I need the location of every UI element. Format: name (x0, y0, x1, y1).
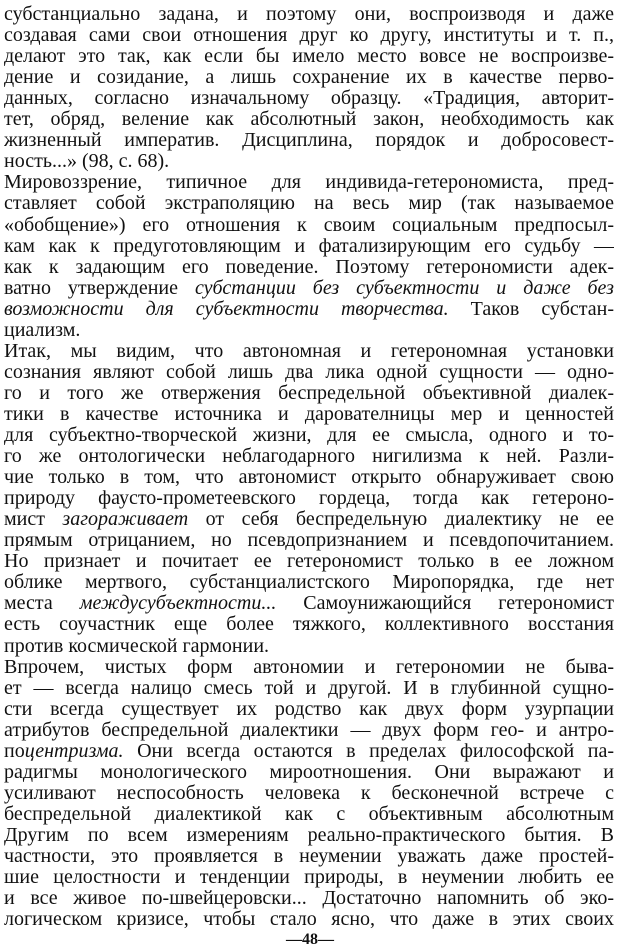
text-segment: прямым отрицанием, но псевдопризнанием и псевдопочитанием. (4, 529, 614, 552)
text-segment: Таков субстан- (448, 297, 614, 320)
text-segment: природу фаусто-прометеевского гордеца, тогда как гетероно- (4, 487, 614, 510)
text-segment: Впрочем, чистых форм автономии и гетерономии не быва- (4, 655, 614, 678)
text-segment: и все живое по-швейцеровски... Достаточно напомнить об эко- (4, 887, 614, 910)
text-segment: ставляет собой экстраполяцию на весь мир (так называемое (4, 192, 614, 215)
text-segment: Они всегда остаются в пределах философской па- (123, 739, 614, 762)
page-number: —48— (286, 931, 334, 948)
text-segment: радигмы монологического мироотношения. Они выражают и (4, 760, 614, 783)
text-segment: места (4, 592, 80, 615)
text-segment: Но признает и почитает ее гетерономист только в ее ложном (4, 550, 614, 573)
text-segment: Итак, мы видим, что автономная и гетерономная установки (4, 339, 614, 362)
text-segment: ность...» (98, с. 68). (4, 150, 170, 173)
text-segment: против космической гармонии. (4, 634, 270, 657)
text-segment: по (4, 739, 25, 762)
italic-text: субстанции без субъектности и даже без (194, 276, 614, 299)
italic-text: междусубъектности... (79, 592, 277, 615)
text-line (4, 907, 614, 932)
text-segment: как к задающим его поведение. Поэтому гетерономисти адек- (4, 255, 614, 278)
text-segment: мист (4, 508, 63, 531)
text-segment: тет, обряд, веление как абсолютный закон, необходимость как (4, 108, 614, 131)
text-segment: данных, согласно изначальному образцу. «Традиция, авторит- (4, 87, 614, 110)
text-segment: от себя беспредельную диалектику не ее (188, 508, 614, 531)
text-segment: беспредельной диалектикой как с объективным абсолютным (4, 802, 614, 825)
text-segment: сти всегда существует их родство как двух форм узурпации (4, 697, 614, 720)
text-segment: «обобщение») его отношения к своим социальным предпосыл- (4, 213, 614, 236)
text-segment: жизненный императив. Дисциплина, порядок и добросовест- (4, 129, 614, 152)
text-segment: частности, это проявляется в неумении уважать даже простей- (4, 845, 614, 867)
italic-text: возможности для субъектности творчества. (4, 297, 449, 320)
text-segment: для субъектно-творческой жизни, для ее смысла, одного и то- (4, 424, 614, 446)
text-segment: логическом кризисе, чтобы стало ясно, что даже в этих своих (4, 908, 614, 931)
text-segment: циализм. (4, 318, 81, 341)
text-segment: создавая сами свои отношения друг ко другу, институты и т. п., (4, 24, 614, 47)
text-segment: атрибутов беспредельной диалектики — двух форм гео- и антро- (4, 718, 614, 741)
text-segment: Другим по всем измерениям реально-практического бытия. В (4, 823, 614, 846)
text-segment: кам как к предуготовляющим и фатализирующим его судьбу — (4, 234, 614, 257)
text-segment: делают это так, как если бы имело место вовсе не воспроизве- (4, 45, 614, 68)
italic-text: загораживает (62, 508, 189, 531)
text-segment: усиливают неспособность человека к бесконечной встрече с (4, 781, 614, 804)
text-segment: шие целостности и тенденции природы, в неумении любить ее (4, 866, 614, 889)
text-segment: тики в качестве источника и дарователницы мер и ценностей (4, 402, 614, 425)
text-segment: дение и созидание, а лишь сохранение их в качестве перво- (4, 66, 614, 89)
text-segment: го же онтологически неблагодарного нигилизма к ней. Разли- (4, 445, 614, 468)
text-segment: Самоунижающийся гетерономист (276, 592, 614, 615)
text-segment: Мировоззрение, типичное для индивида-гетерономиста, пред- (4, 171, 614, 194)
text-segment: ет — всегда налицо смесь той и другой. И в глубинной сущно- (4, 676, 614, 699)
text-segment: го и того же отвержения беспредельной объективной диалек- (4, 381, 614, 404)
text-segment: чие только в том, что автономист открыто обнаруживает свою (4, 466, 614, 489)
text-segment: есть соучастник еще более тяжкого, коллективного восстания (4, 613, 614, 636)
text-segment: облике мертвого, субстанциалистского Миропорядка, где нет (4, 571, 614, 594)
italic-text: центризма. (24, 739, 124, 762)
text-segment: ватно утверждение (4, 276, 195, 299)
text-segment: субстанциально задана, и поэтому они, воспроизводя и даже (4, 3, 614, 25)
text-segment: сознания являют собой лишь два лика одной сущности — одно- (4, 360, 614, 383)
